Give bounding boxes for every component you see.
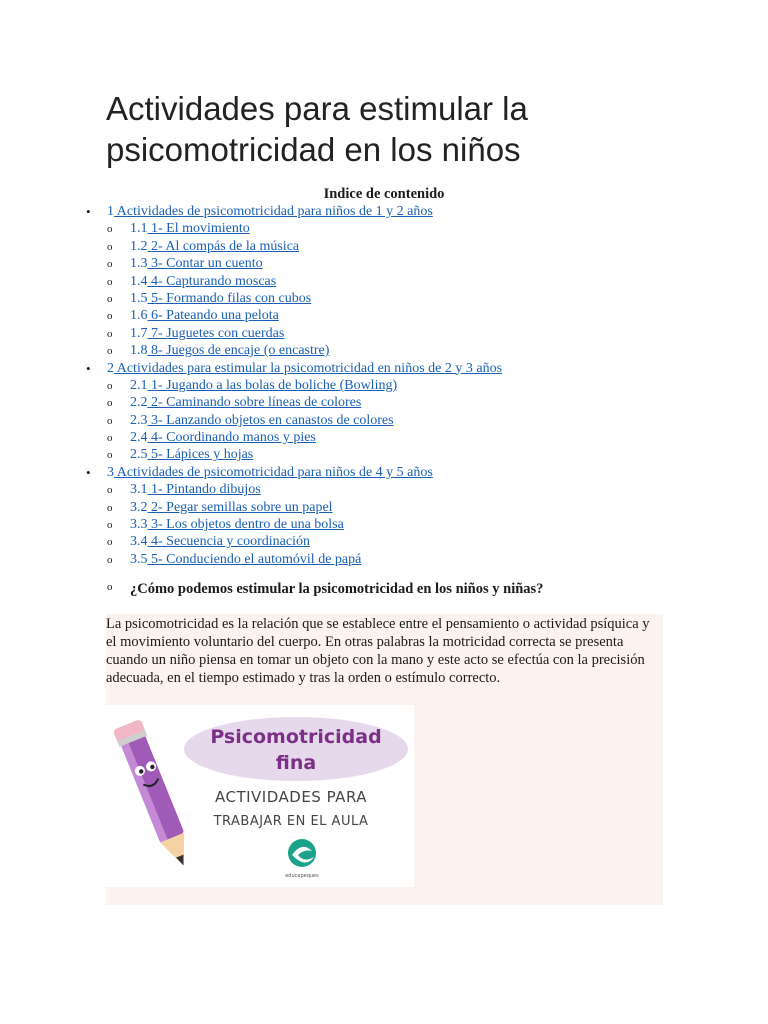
circle-bullet-icon: o [107, 449, 113, 462]
circle-bullet-icon: o [107, 327, 113, 340]
toc-item [0, 481, 768, 498]
toc-section-number: 3 [107, 464, 114, 480]
figure-subtitle-line1: ACTIVIDADES PARA [214, 788, 368, 806]
toc-item [0, 220, 768, 237]
toc-item [0, 429, 768, 446]
toc-item-link[interactable]: 3- Los objetos dentro de una bolsa [147, 517, 344, 533]
intro-paragraph: La psicomotricidad es la relación que se establece entre el pensamiento o actividad psíquica y el movimiento voluntario del cuerpo. En otras palabras la motricidad correcta se presenta cuando un niño piensa en tomar un objeto con la mano y este acto se efectúa con la precisión adecuada, en el tiempo estimado y tras la orden o estímulo correcto. [106, 616, 650, 686]
toc-item-link[interactable]: 4- Coordinando manos y pies [147, 430, 316, 446]
toc-item-link[interactable]: 5- Lápices y hojas [147, 447, 254, 463]
circle-bullet-icon: o [107, 258, 113, 271]
toc-item-link[interactable]: 2- Caminando sobre líneas de colores [147, 395, 362, 411]
toc-item-link[interactable]: 1- Jugando a las bolas de boliche (Bowling) [147, 377, 398, 393]
toc-item-number: 2.1 [130, 377, 148, 393]
toc-item-link[interactable]: 7- Juguetes con cuerdas [147, 325, 285, 341]
circle-bullet-icon: o [107, 581, 113, 593]
logo-text: educapeques [285, 873, 319, 879]
toc-item-number: 2.2 [130, 395, 148, 411]
circle-bullet-icon: o [107, 345, 113, 358]
circle-bullet-icon: o [107, 223, 113, 236]
question-heading: ¿Cómo podemos estimular la psicomotricidad en los niños y niñas? [130, 581, 544, 597]
toc-item-link[interactable]: 4- Capturando moscas [147, 273, 277, 289]
circle-bullet-icon: o [107, 553, 113, 566]
illustration-svg [106, 705, 414, 887]
toc-item-number: 1.3 [130, 256, 148, 272]
bullet-icon: • [86, 360, 91, 376]
toc-section-number: 1 [107, 204, 114, 219]
figure-title-line1: Psicomotricidad [210, 726, 382, 748]
toc-item [0, 238, 768, 255]
toc-section-link[interactable]: Actividades de psicomotricidad para niños de 1 y 2 años [114, 204, 433, 219]
page-title: Actividades para estimular la psicomotricidad en los niños [106, 90, 528, 168]
toc-item [0, 516, 768, 533]
toc-item-number: 3.5 [130, 551, 148, 567]
toc-item-number: 1.4 [130, 273, 148, 289]
toc-item-number: 1.2 [130, 238, 148, 254]
toc-item-link[interactable]: 5- Formando filas con cubos [147, 290, 312, 306]
toc-item-link[interactable]: 8- Juegos de encaje (o encastre) [147, 343, 330, 359]
toc-item-number: 1.8 [130, 343, 148, 359]
toc-section [0, 203, 768, 220]
toc-item-link[interactable]: 6- Pateando una pelota [147, 308, 279, 324]
toc-item [0, 533, 768, 550]
toc-item-number: 2.5 [130, 447, 148, 463]
toc-item [0, 446, 768, 463]
toc-item-number: 3.1 [130, 482, 148, 498]
toc-item-number: 3.3 [130, 517, 148, 533]
toc-item [0, 255, 768, 272]
circle-bullet-icon: o [107, 432, 113, 445]
toc-item-link[interactable]: 5- Conduciendo el automóvil de papá [147, 551, 362, 567]
question-item [0, 579, 768, 599]
circle-bullet-icon: o [107, 501, 113, 514]
toc-item-number: 1.5 [130, 290, 148, 306]
toc-item-number: 2.4 [130, 430, 148, 446]
toc-item [0, 290, 768, 307]
bullet-icon: • [86, 464, 91, 480]
circle-bullet-icon: o [107, 397, 113, 410]
toc-item-number: 1.6 [130, 308, 148, 324]
toc-item [0, 342, 768, 359]
toc-section [0, 464, 768, 481]
toc-heading: Indice de contenido [323, 186, 445, 202]
toc-item [0, 307, 768, 324]
circle-bullet-icon: o [107, 519, 113, 532]
circle-bullet-icon: o [107, 379, 113, 392]
table-of-contents [0, 203, 768, 568]
bullet-icon: • [86, 204, 91, 219]
circle-bullet-icon: o [107, 484, 113, 497]
toc-section-number: 2 [107, 360, 114, 376]
circle-bullet-icon: o [107, 275, 113, 288]
toc-item [0, 394, 768, 411]
circle-bullet-icon: o [107, 414, 113, 427]
psicomotricidad-illustration [106, 705, 414, 887]
circle-bullet-icon: o [107, 292, 113, 305]
toc-item-number: 1.7 [130, 325, 148, 341]
figure-title-line2: fina [275, 752, 317, 774]
toc-item-number: 3.2 [130, 499, 148, 515]
toc-item [0, 377, 768, 394]
toc-item-link[interactable]: 1- El movimiento [147, 221, 250, 237]
toc-item [0, 551, 768, 568]
toc-item-link[interactable]: 3- Lanzando objetos en canastos de colores [147, 412, 394, 428]
toc-item [0, 325, 768, 342]
circle-bullet-icon: o [107, 240, 113, 253]
toc-item-link[interactable]: 4- Secuencia y coordinación [147, 534, 310, 550]
educapeques-logo [285, 839, 319, 879]
toc-section [0, 360, 768, 377]
toc-item [0, 499, 768, 516]
toc-item-link[interactable]: 2- Pegar semillas sobre un papel [147, 499, 333, 515]
pencil-icon [113, 719, 198, 871]
toc-item [0, 273, 768, 290]
toc-item-link[interactable]: 1- Pintando dibujos [147, 482, 261, 498]
circle-bullet-icon: o [107, 310, 113, 323]
toc-item-number: 1.1 [130, 221, 148, 237]
toc-item-number: 2.3 [130, 412, 148, 428]
toc-item-link[interactable]: 3- Contar un cuento [147, 256, 263, 272]
circle-bullet-icon: o [107, 536, 113, 549]
toc-item-link[interactable]: 2- Al compás de la música [147, 238, 300, 254]
toc-section-link[interactable]: Actividades para estimular la psicomotricidad en niños de 2 y 3 años [114, 360, 503, 376]
figure-subtitle-line2: TRABAJAR EN EL AULA [213, 814, 369, 829]
toc-item [0, 412, 768, 429]
toc-section-link[interactable]: Actividades de psicomotricidad para niños de 4 y 5 años [114, 464, 433, 480]
toc-item-number: 3.4 [130, 534, 148, 550]
